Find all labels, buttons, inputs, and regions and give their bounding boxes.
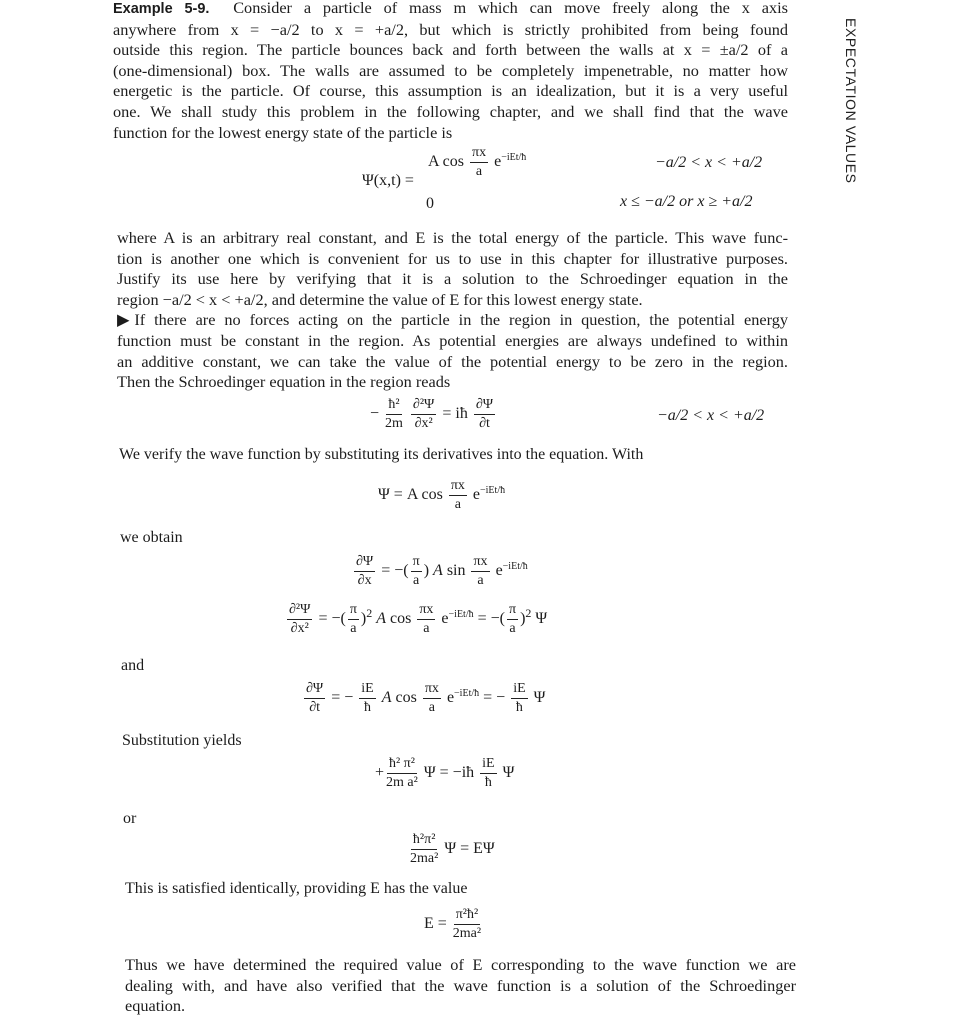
psi-condition-2: x ≤ −a/2 or x ≥ +a/2: [620, 193, 753, 210]
psi-case-1: A cos $\frac{\pi x}{a}$ $e^{-iEt/ħ}$: [428, 145, 527, 179]
intro-line: one. We shall study this problem in the following chapter, and we shall find that the wave: [113, 101, 788, 121]
example-label: Example 5-9.: [113, 1, 210, 17]
verify-line: We verify the wave function by substituting its derivatives into the equation. With: [119, 446, 644, 463]
second-derivative-x: $\frac{\text{∂²Ψ}}{\text{∂x²}}$ = −( $\frac{\pi}{a}$ )$^2$ A cos $\frac{\pi x}{a}$ $e^{-iEt/ħ}$ = −( $\frac{\pi}{a}$ )$^2$ Ψ: [289, 602, 548, 636]
conclusion-paragraph: Thus we have determined the required value of E corresponding to the wave function we are dealing with, and have also verified that the wave function is a solution of the Schroedinger equation.: [125, 955, 796, 1016]
we-obtain-label: we obtain: [120, 529, 183, 546]
first-derivative-x: $\frac{\partial\Psi}{\partial x}$ = −( $\frac{\pi}{a}$ ) A sin $\frac{\pi x}{a}$ $e^{-iEt/ħ}$: [356, 554, 528, 588]
psi-simple-equation: Ψ = A cos $\frac{\pi x}{a}$ $e^{-iEt/ħ}$: [378, 478, 506, 512]
satisfied-line: This is satisfied identically, providing E has the value: [125, 880, 468, 897]
schroedinger-condition: −a/2 < x < +a/2: [657, 407, 765, 424]
time-derivative: $\frac{\partial\Psi}{\partial t}$ = − $\frac{iE}{ħ}$ A cos $\frac{\pi x}{a}$ $e^{-iEt/ħ}$ = − $\frac{iE}{ħ}$ Ψ: [306, 681, 546, 715]
or-label: or: [123, 810, 137, 827]
intro-line: outside this region. The particle bounces back and forth between the walls at x = ±a/2 of a: [113, 40, 788, 60]
intro-line: anywhere from x = −a/2 to x = +a/2, but which is strictly prohibited from being found: [113, 19, 788, 39]
energy-value-equation: E = $\frac{\text{π²ħ²}}{\text{2ma²}}$: [424, 907, 482, 941]
schroedinger-equation: − $\frac{\text{ħ²}}{2m}$ $\frac{\text{∂²Ψ}}{\text{∂x²}}$ = iħ $\frac{\partial\Psi}{\partial t}$: [370, 397, 494, 431]
substitution-label: Substitution yields: [122, 732, 242, 749]
intro-paragraph: [113, 0, 788, 143]
psi-condition-1: −a/2 < x < +a/2: [655, 154, 763, 171]
and-label: and: [121, 657, 145, 674]
psi-definition-lhs: Ψ(x,t) =: [362, 172, 414, 189]
body-paragraph: where A is an arbitrary real constant, and E is the total energy of the particle. This wave func- tion is another one which is convenient for us to use in this chapter for illustrative purposes. Justify its use here by verifying that it is a solution to the Schroedinger equation in the region −a/2 < x < +a/2, and determine the value of E for this lowest energy state. ▶If there are no forces acting on the particle in the region in question, the potential energy function must be constant in the region. As potential energies are always undefined to within an additive constant, we can take the value of the potential energy to be zero in the region. Then the Schroedinger equation in the region reads: [117, 228, 788, 392]
intro-line: function for the lowest energy state of the particle is: [113, 122, 453, 142]
intro-line: Consider a particle of mass m which can move freely along the x axis: [233, 0, 788, 17]
intro-line: (one-dimensional) box. The walls are assumed to be completely impenetrable, no matter how: [113, 60, 788, 80]
side-heading: EXPECTATION VALUES: [843, 18, 859, 184]
psi-case-2: 0: [426, 195, 434, 212]
simplified-equation: $\frac{\text{ħ²π²}}{\text{2ma²}}$ Ψ = EΨ: [410, 832, 495, 866]
substitution-equation: + $\frac{\text{ħ² π²}}{\text{2m a²}}$ Ψ = −iħ $\frac{iE}{ħ}$ Ψ: [375, 756, 515, 790]
intro-line: energetic is the particle. Of course, this assumption is an idealization, but it is a very useful: [113, 81, 788, 101]
